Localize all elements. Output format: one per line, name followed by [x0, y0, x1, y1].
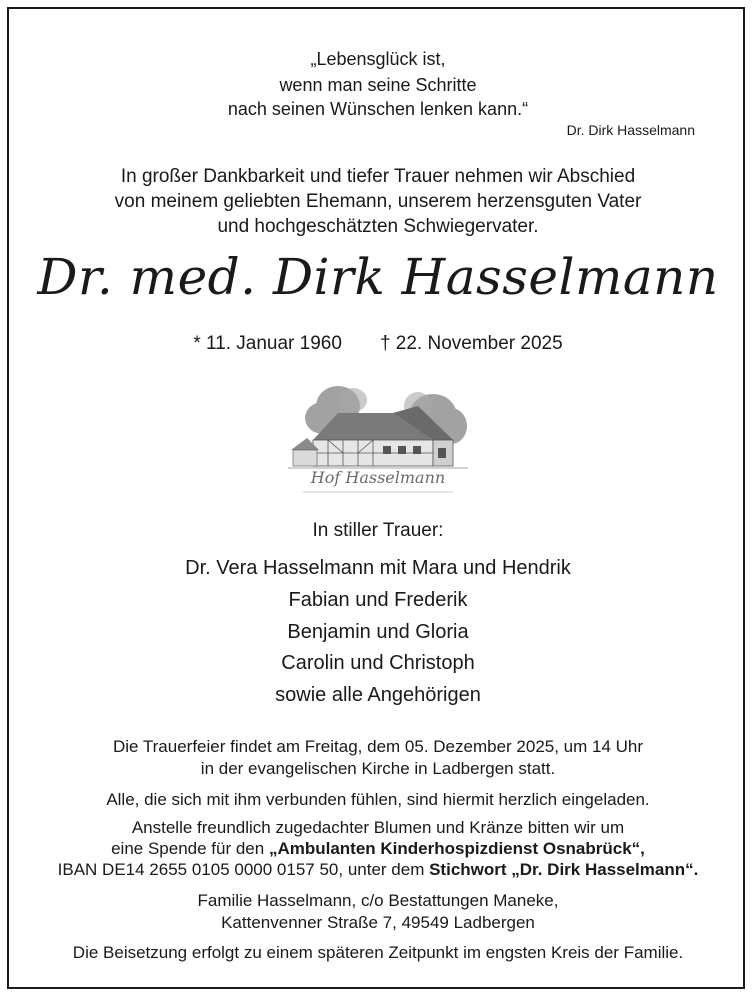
mourner-name: Dr. Vera Hasselmann mit Mara und Hendrik — [185, 557, 571, 579]
address-line-2: Kattenvenner Straße 7, 49549 Ladbergen — [221, 913, 535, 932]
funeral-line-2: in der evangelischen Kirche in Ladbergen statt. — [200, 759, 556, 778]
mourners-heading: In stiller Trauer: — [312, 520, 444, 541]
invitation-text: Alle, die sich mit ihm verbunden fühlen, sind hiermit herzlich eingeladen. — [106, 790, 650, 809]
intro-line-2: von meinem geliebten Ehemann, unserem herzensguten Vater — [114, 191, 642, 212]
intro-line-3: und hochgeschätzten Schwiegervater. — [217, 216, 539, 237]
quote-line-1: „Lebensglück ist, — [310, 49, 446, 69]
quote-line-3: nach seinen Wünschen lenken kann.“ — [227, 99, 529, 119]
charity-name: „Ambulanten Kinderhospizdienst Osnabrück“, — [268, 839, 645, 858]
iban-text: IBAN DE14 2655 0105 0000 0157 50, unter dem — [57, 860, 430, 879]
burial-text: Die Beisetzung erfolgt zu einem späteren Zeitpunkt im engsten Kreis der Familie. — [72, 943, 684, 962]
donation-keyword: Stichwort „Dr. Dirk Hasselmann“. — [429, 860, 699, 879]
mourner-name: sowie alle Angehörigen — [275, 684, 481, 706]
birth-date: * 11. Januar 1960 — [193, 333, 342, 354]
quote-author: Dr. Dirk Hasselmann — [566, 122, 695, 138]
donation-line-3 — [0, 860, 756, 880]
deceased-name: Dr. med. Dirk Hasselmann — [37, 248, 719, 306]
logo-text: Hof Hasselmann — [310, 468, 446, 487]
mourner-name: Benjamin und Gloria — [287, 621, 469, 643]
donation-line-2 — [0, 839, 756, 859]
donation-prefix: eine Spende für den — [111, 839, 269, 858]
mourner-name: Carolin und Christoph — [281, 652, 475, 674]
life-dates — [0, 333, 756, 355]
intro-line-1: In großer Dankbarkeit und tiefer Trauer nehmen wir Abschied — [120, 166, 636, 187]
funeral-line-1: Die Trauerfeier findet am Freitag, dem 05. Dezember 2025, um 14 Uhr — [112, 737, 644, 756]
address-line-1: Familie Hasselmann, c/o Bestattungen Maneke, — [197, 891, 559, 910]
death-date: † 22. November 2025 — [379, 333, 563, 354]
mourner-name: Fabian und Frederik — [288, 589, 468, 611]
donation-line-1: Anstelle freundlich zugedachter Blumen und Kränze bitten wir um — [131, 818, 625, 837]
quote-line-2: wenn man seine Schritte — [279, 75, 477, 95]
